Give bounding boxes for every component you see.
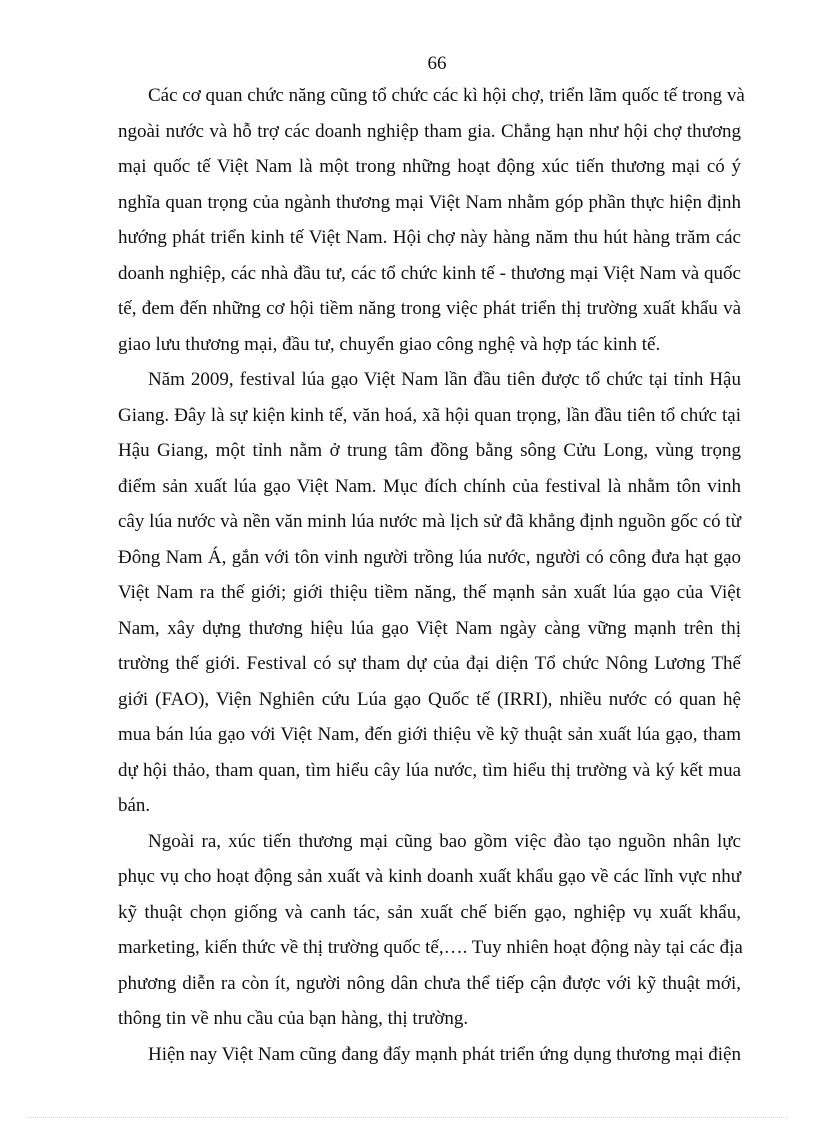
paragraph-line: dự hội thảo, tham quan, tìm hiểu cây lúa nước, tìm hiểu thị trường và ký kết mua xyxy=(118,759,741,781)
paragraph-line: kỹ thuật chọn giống và canh tác, sản xuất chế biến gạo, nghiệp vụ xuất khẩu, xyxy=(118,901,741,923)
paragraph-line: ngoài nước và hỗ trợ các doanh nghiệp tham gia. Chẳng hạn như hội chợ thương xyxy=(118,120,741,142)
paragraph-line: mua bán lúa gạo với Việt Nam, đến giới thiệu về kỹ thuật sản xuất lúa gạo, tham xyxy=(118,724,741,745)
paragraph-line: nghĩa quan trọng của ngành thương mại Việt Nam nhằm góp phần thực hiện định xyxy=(118,191,741,213)
paragraph-4 xyxy=(118,1037,741,1073)
paragraph-3 xyxy=(118,824,741,1037)
paragraph-line: trường thế giới. Festival có sự tham dự của đại diện Tổ chức Nông Lương Thế xyxy=(118,653,741,674)
paragraph-line: mại quốc tế Việt Nam là một trong những hoạt động xúc tiến thương mại có ý xyxy=(118,156,741,177)
paragraph-line: doanh nghiệp, các nhà đầu tư, các tổ chức kinh tế - thương mại Việt Nam và quốc xyxy=(118,262,741,284)
paragraph-1 xyxy=(118,78,745,362)
paragraph-2 xyxy=(118,362,741,824)
paragraph-line: giới (FAO), Viện Nghiên cứu Lúa gạo Quốc tế (IRRI), nhiều nước có quan hệ xyxy=(118,688,741,710)
paragraph-line: marketing, kiến thức về thị trường quốc tế,…. Tuy nhiên hoạt động này tại các địa xyxy=(118,937,743,958)
paragraph-line: phương diễn ra còn ít, người nông dân chưa thể tiếp cận được với kỹ thuật mới, xyxy=(118,972,741,994)
paragraph-line: phục vụ cho hoạt động sản xuất và kinh doanh xuất khẩu gạo về các lĩnh vực như xyxy=(118,866,741,887)
paragraph-line: Các cơ quan chức năng cũng tổ chức các kì hội chợ, triển lãm quốc tế trong và xyxy=(148,85,745,106)
paragraph-line: cây lúa nước và nền văn minh lúa nước mà lịch sử đã khẳng định nguồn gốc có từ xyxy=(118,511,741,532)
paragraph-line: Ngoài ra, xúc tiến thương mại cũng bao gồm việc đào tạo nguồn nhân lực xyxy=(148,830,741,852)
page-bottom-border xyxy=(28,1117,788,1118)
paragraph-line: bán. xyxy=(118,795,151,816)
paragraph-line: điểm sản xuất lúa gạo Việt Nam. Mục đích chính của festival là nhằm tôn vinh xyxy=(118,475,741,497)
paragraph-line: tế, đem đến những cơ hội tiềm năng trong việc phát triển thị trường xuất khẩu và xyxy=(118,298,741,319)
paragraph-line: Đông Nam Á, gắn với tôn vinh người trồng lúa nước, người có công đưa hạt gạo xyxy=(118,546,741,568)
paragraph-line: Nam, xây dựng thương hiệu lúa gạo Việt Nam ngày càng vững mạnh trên thị xyxy=(118,617,741,639)
paragraph-line: Hậu Giang, một tỉnh nằm ở trung tâm đồng bằng sông Cửu Long, vùng trọng xyxy=(118,440,741,461)
paragraph-line: Việt Nam ra thế giới; giới thiệu tiềm năng, thế mạnh sản xuất lúa gạo của Việt xyxy=(118,582,741,603)
body-text xyxy=(118,78,745,1072)
paragraph-line: giao lưu thương mại, đầu tư, chuyển giao công nghệ và hợp tác kinh tế. xyxy=(118,333,661,355)
page-number: 66 xyxy=(427,53,447,74)
paragraph-line: Hiện nay Việt Nam cũng đang đẩy mạnh phát triển ứng dụng thương mại điện xyxy=(148,1043,741,1065)
paragraph-line: thông tin về nhu cầu của bạn hàng, thị trường. xyxy=(118,1008,469,1029)
paragraph-line: hướng phát triển kinh tế Việt Nam. Hội chợ này hàng năm thu hút hàng trăm các xyxy=(118,227,741,248)
paragraph-line: Giang. Đây là sự kiện kinh tế, văn hoá, xã hội quan trọng, lần đầu tiên tổ chức tại xyxy=(118,404,741,426)
paragraph-line: Năm 2009, festival lúa gạo Việt Nam lần đầu tiên được tổ chức tại tỉnh Hậu xyxy=(148,369,741,390)
